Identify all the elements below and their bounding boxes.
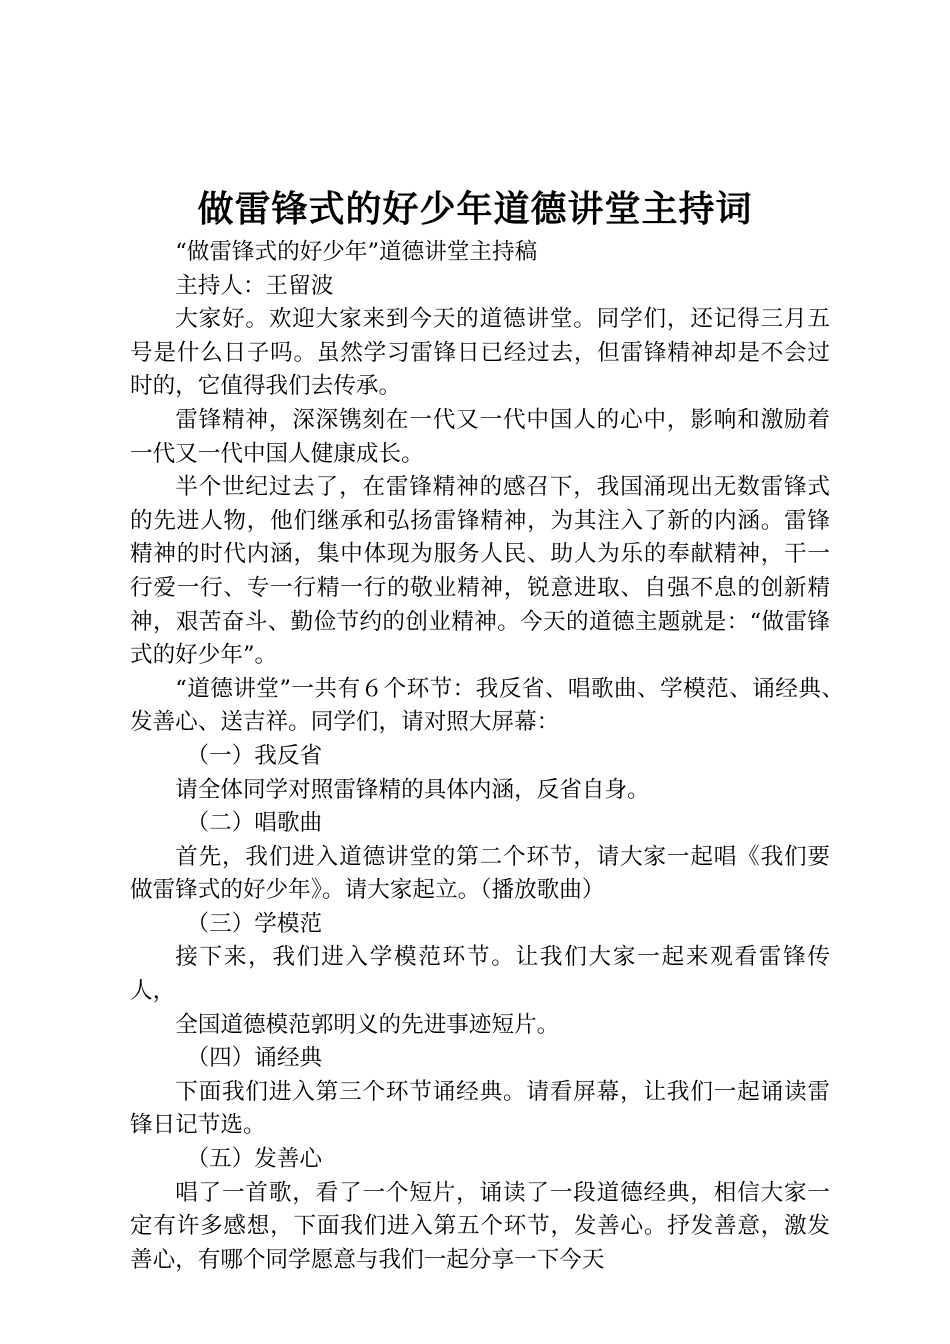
section-heading: （一）我反省 [186, 742, 323, 769]
body-paragraph: 全国道德模范郭明义的先进事迹短片。 [175, 1011, 560, 1038]
body-paragraph: 半个世纪过去了，在雷锋精神的感召下，我国涌现出无数雷锋式的先进人物，他们继承和弘扬雷锋精神，为其注入了新的内涵。雷锋精神的时代内涵，集中体现为服务人民、助人为乐的奉献精神，干一行爱一行、专一行精一行的敬业精神，锐意进取、自强不息的创新精神，艰苦奋斗、勤俭节约的创业精神。今天的道德主题就是：“做雷锋式的好少年”。 [130, 474, 830, 669]
body-paragraph: 雷锋精神，深深镌刻在一代又一代中国人的心中，影响和激励着一代又一代中国人健康成长。 [130, 406, 830, 467]
body-paragraph: “道德讲堂”一共有６个环节：我反省、唱歌曲、学模范、诵经典、发善心、送吉祥。同学们，请对照大屏幕： [130, 675, 844, 736]
host-paragraph: 主持人：王留波 [175, 272, 334, 299]
body-paragraph: 请全体同学对照雷锋精的具体内涵，反省自身。 [175, 776, 650, 803]
section-heading: （三）学模范 [186, 910, 323, 937]
body-paragraph: 大家好。欢迎大家来到今天的道德讲堂。同学们，还记得三月五号是什么日子吗。虽然学习雷锋日已经过去，但雷锋精神却是不会过时的，它值得我们去传承。 [130, 306, 830, 400]
subtitle-paragraph: “做雷锋式的好少年”道德讲堂主持稿 [175, 239, 538, 265]
body-paragraph: 下面我们进入第三个环节诵经典。请看屏幕，让我们一起诵读雷锋日记节选。 [130, 1078, 830, 1139]
body-paragraph: 唱了一首歌，看了一个短片，诵读了一段道德经典，相信大家一定有许多感想，下面我们进入第五个环节，发善心。抒发善意，激发善心，有哪个同学愿意与我们一起分享一下今天 [130, 1179, 830, 1273]
body-paragraph: 首先，我们进入道德讲堂的第二个环节，请大家一起唱《我们要做雷锋式的好少年》。请大家起立。（播放歌曲） [130, 843, 830, 904]
document-title: 做雷锋式的好少年道德讲堂主持词 [197, 189, 753, 230]
body-paragraph: 接下来，我们进入学模范环节。让我们大家一起来观看雷锋传人， [130, 944, 830, 1005]
section-heading: （五）发善心 [186, 1146, 323, 1173]
document-body [130, 236, 844, 1277]
section-heading: （二）唱歌曲 [186, 810, 323, 837]
section-heading: （四）诵经典 [186, 1045, 323, 1072]
